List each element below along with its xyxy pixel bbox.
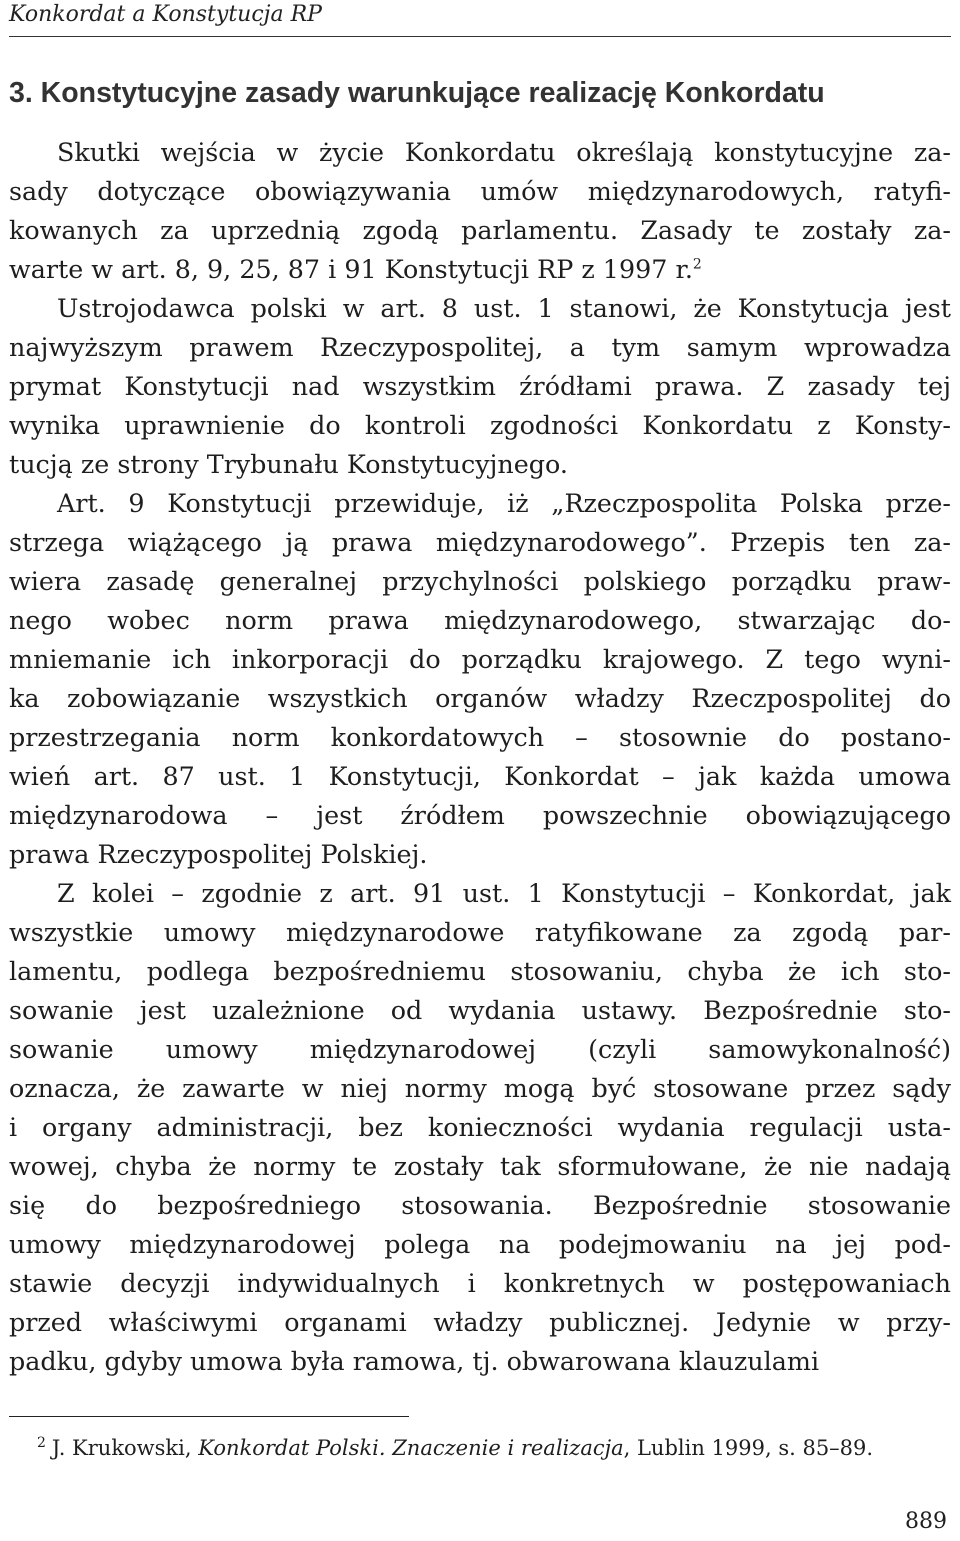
text-line: prawa Rzeczypospolitej Polskiej.	[9, 839, 428, 869]
section-title: 3. Konstytucyjne zasady warunkujące realizację Konkordatu	[9, 77, 825, 109]
document-page	[9, 0, 951, 1541]
text-line: umowy międzynarodowej polega na podejmowaniu na jej pod-	[9, 1229, 951, 1259]
text-line: strzega wiążącego ją prawa międzynarodowego”. Przepis ten za-	[9, 527, 951, 557]
text-line	[9, 250, 951, 289]
text-line: stawie decyzji indywidualnych i konkretnych w postępowaniach	[9, 1268, 951, 1298]
footnote-rest: , Lublin 1999, s. 85–89.	[623, 1436, 874, 1460]
text-line: przed właściwymi organami władzy publicznej. Jedynie w przy-	[9, 1307, 951, 1337]
text-line: sady dotyczące obowiązywania umów międzynarodowych, ratyfi-	[9, 176, 951, 206]
paragraph	[9, 484, 951, 874]
footnote-reference[interactable]: 2	[692, 256, 702, 273]
text-line: ka zobowiązanie wszystkich organów władzy Rzeczpospolitej do	[9, 683, 951, 713]
line-text: warte w art. 8, 9, 25, 87 i 91 Konstytucji RP z 1997 r.	[9, 254, 693, 284]
footnote-separator	[9, 1416, 409, 1417]
text-line: Ustrojodawca polski w art. 8 ust. 1 stanowi, że Konstytucja jest	[57, 293, 951, 323]
text-line: padku, gdyby umowa była ramowa, tj. obwarowana klauzulami	[9, 1346, 820, 1376]
text-line: wynika uprawnienie do kontroli zgodności Konkordatu z Konsty-	[9, 410, 951, 440]
text-line: oznacza, że zawarte w niej normy mogą być stosowane przez sądy	[9, 1073, 951, 1103]
running-head: Konkordat a Konstytucja RP	[9, 2, 322, 27]
footnote-author: J. Krukowski,	[51, 1436, 199, 1460]
footnote-title: Konkordat Polski. Znaczenie i realizacja	[198, 1436, 624, 1460]
text-line: najwyższym prawem Rzeczypospolitej, a tym samym wprowadza	[9, 332, 951, 362]
text-line: wień art. 87 ust. 1 Konstytucji, Konkordat – jak każda umowa	[9, 761, 951, 791]
text-line: Z kolei – zgodnie z art. 91 ust. 1 Konstytucji – Konkordat, jak	[57, 878, 951, 908]
text-line: wiera zasadę generalnej przychylności polskiego porządku praw-	[9, 566, 951, 596]
text-line: się do bezpośredniego stosowania. Bezpośrednie stosowanie	[9, 1190, 951, 1220]
text-line: sowanie jest uzależnione od wydania ustawy. Bezpośrednie sto-	[9, 995, 951, 1025]
page-number: 889	[905, 1509, 947, 1534]
text-line: wowej, chyba że normy te zostały tak sformułowane, że nie nadają	[9, 1151, 951, 1181]
text-line: Skutki wejścia w życie Konkordatu określają konstytucyjne za-	[57, 137, 951, 167]
paragraph	[9, 133, 951, 289]
footnote-mark: 2	[37, 1435, 46, 1451]
body-text	[9, 133, 951, 1381]
text-line: Art. 9 Konstytucji przewiduje, iż „Rzeczpospolita Polska prze-	[57, 488, 951, 518]
text-line: tucją ze strony Trybunału Konstytucyjnego.	[9, 449, 568, 479]
text-line: przestrzegania norm konkordatowych – stosownie do postano-	[9, 722, 951, 752]
text-line: międzynarodowa – jest źródłem powszechnie obowiązującego	[9, 800, 951, 830]
text-line: kowanych za uprzednią zgodą parlamentu. Zasady te zostały za-	[9, 215, 951, 245]
text-line: mniemanie ich inkorporacji do porządku krajowego. Z tego wyni-	[9, 644, 951, 674]
paragraph	[9, 289, 951, 484]
paragraph	[9, 874, 951, 1381]
text-line: lamentu, podlega bezpośredniemu stosowaniu, chyba że ich sto-	[9, 956, 951, 986]
text-line: prymat Konstytucji nad wszystkim źródłami prawa. Z zasady tej	[9, 371, 951, 401]
footnote	[37, 1434, 873, 1462]
text-line: i organy administracji, bez konieczności wydania regulacji usta-	[9, 1112, 951, 1142]
text-line: nego wobec norm prawa międzynarodowego, stwarzając do-	[9, 605, 951, 635]
header-rule	[9, 36, 951, 37]
text-line: wszystkie umowy międzynarodowe ratyfikowane za zgodą par-	[9, 917, 951, 947]
text-line: sowanie umowy międzynarodowej (czyli samowykonalność)	[9, 1034, 951, 1064]
